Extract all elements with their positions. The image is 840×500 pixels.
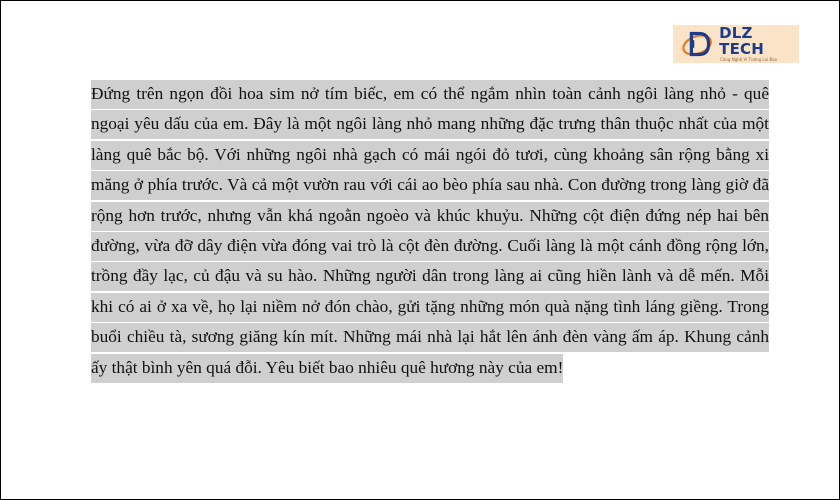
logo-name: DLZ TECH <box>719 24 764 58</box>
logo-text-group <box>719 25 799 63</box>
selected-text[interactable]: Đứng trên ngọn đồi hoa sim nở tím biếc, em có thể ngắm nhìn toàn cảnh ngôi làng nhỏ - quê ngoại yêu dấu của em. Đây là một ngôi làng nhỏ mang những đặc trưng thân thuộc nhất của một làng quê bắc bộ. Với những ngôi nhà gạch có mái ngói đỏ tươi, cùng khoảng sân rộng bằng xi măng ở phía trước. Và cả một vườn rau với cái ao bèo phía sau nhà. Con đường trong làng giờ đã rộng hơn trước, nhưng vẫn khá ngoằn ngoèo và khúc khuỷu. Những cột điện đứng nép hai bên đường, vừa đỡ dây điện vừa đóng vai trò là cột đèn đường. Cuối làng là một cánh đồng rộng lớn, trồng đầy lạc, củ đậu và su hào. Những người dân trong làng ai cũng hiền lành và dễ mến. Mỗi khi có ai ở xa về, họ lại niềm nở đón chào, gửi tặng những món quà nặng tình láng giềng. Trong buổi chiều tà, sương giăng kín mít. Những mái nhà lại hắt lên ánh đèn vàng ấm áp. Khung cảnh ấy thật bình yên quá đỗi. Yêu biết bao nhiêu quê hương này của em! <box>91 80 769 383</box>
logo-tagline: Công Nghệ Vì Tương Lai Bạn <box>720 57 778 62</box>
document-paragraph[interactable] <box>91 79 769 383</box>
dlz-logo-icon <box>679 25 717 63</box>
dlz-tech-logo <box>673 25 799 63</box>
